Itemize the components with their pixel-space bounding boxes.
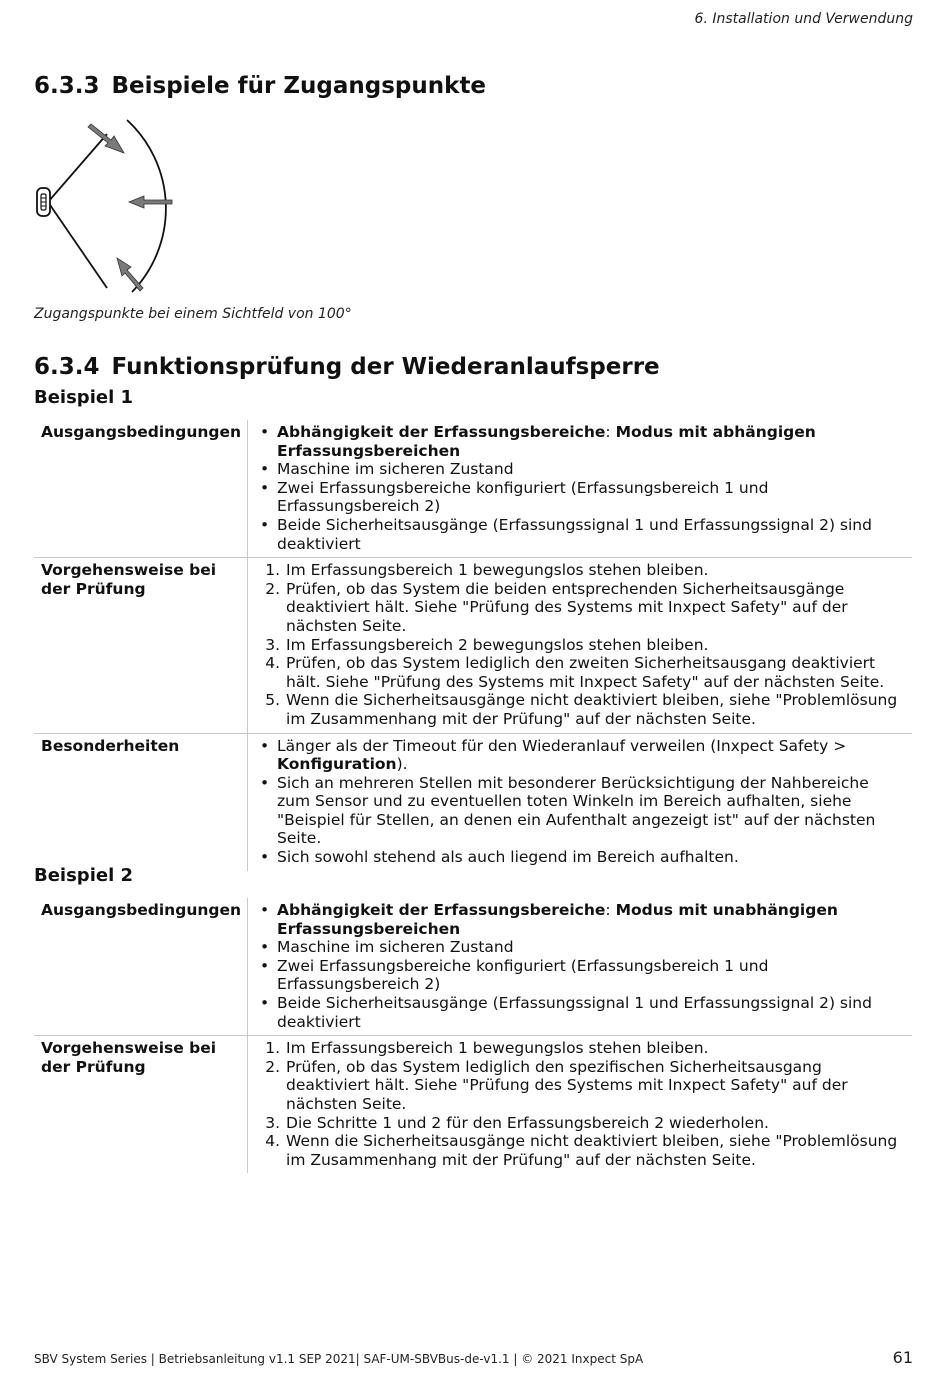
- list-item: 2. Prüfen, ob das System die beiden entsprechenden Sicherheitsausgänge deaktiviert hält. Siehe "Prüfung des Systems mit Inxpect Safety" auf der nächsten Seite.: [265, 579, 848, 635]
- sensor-icon: [37, 188, 50, 216]
- section-heading-6-3-4: [34, 354, 660, 380]
- list-item: • Sich sowohl stehend als auch liegend im Bereich aufhalten.: [258, 848, 906, 867]
- row-content: [248, 1036, 912, 1174]
- example-2-title: Beispiel 2: [34, 865, 134, 886]
- row-label: Ausgangsbedingungen: [41, 423, 242, 441]
- row-content: [248, 733, 912, 871]
- list-item: 1. Im Erfassungsbereich 1 bewegungslos stehen bleiben.: [265, 561, 709, 580]
- list-item: • Abhängigkeit der Erfassungsbereiche: Modus mit unabhängigen Erfassungsbereichen: [258, 901, 906, 938]
- list-item: 3. Die Schritte 1 und 2 für den Erfassungsbereich 2 wiederholen.: [265, 1113, 769, 1132]
- page-number: 61: [892, 1348, 913, 1367]
- section-number: 6.3.3: [34, 73, 100, 99]
- row-label: Vorgehensweise bei der Prüfung: [34, 1036, 248, 1174]
- section-number: 6.3.4: [34, 354, 100, 380]
- example-2-table: [34, 898, 912, 1173]
- list-item: • Beide Sicherheitsausgänge (Erfassungssignal 1 und Erfassungssignal 2) sind deaktiviert: [258, 516, 906, 553]
- row-label: Ausgangsbedingungen: [41, 901, 242, 919]
- row-label: Vorgehensweise bei der Prüfung: [34, 558, 248, 733]
- conditions-list: [258, 423, 906, 553]
- list-item: 2. Prüfen, ob das System lediglich den spezifischen Sicherheitsausgang deaktiviert hält. Siehe "Prüfung des Systems mit Inxpect Safety" auf der nächsten Seite.: [265, 1057, 848, 1113]
- table-row: [34, 1036, 912, 1174]
- notes-list: [258, 737, 906, 867]
- running-head: 6. Installation und Verwendung: [694, 11, 913, 27]
- section-title: Beispiele für Zugangspunkte: [111, 73, 487, 99]
- list-item: 1. Im Erfassungsbereich 1 bewegungslos stehen bleiben.: [265, 1039, 709, 1058]
- access-points-diagram: [30, 110, 180, 305]
- row-content: [248, 898, 912, 1036]
- conditions-list: [258, 901, 906, 1031]
- list-item: • Zwei Erfassungsbereiche konfiguriert (Erfassungsbereich 1 und Erfassungsbereich 2): [258, 479, 906, 516]
- list-item: • Maschine im sicheren Zustand: [258, 938, 906, 957]
- list-item: 3. Im Erfassungsbereich 2 bewegungslos stehen bleiben.: [265, 635, 709, 654]
- example-1-title: Beispiel 1: [34, 387, 134, 408]
- arrow-bottom-icon: [117, 258, 143, 291]
- table-row: [34, 420, 912, 558]
- list-item: 5. Wenn die Sicherheitsausgänge nicht deaktiviert bleiben, siehe "Problemlösung im Zusammenhang mit der Prüfung" auf der nächsten Seite.: [265, 691, 898, 728]
- list-item: • Länger als der Timeout für den Wiederanlauf verweilen (Inxpect Safety > Konfiguration).: [258, 737, 906, 774]
- page-footer: SBV System Series | Betriebsanleitung v1.1 SEP 2021| SAF-UM-SBVBus-de-v1.1 | © 2021 Inxpect SpA: [34, 1352, 644, 1366]
- figure-caption: Zugangspunkte bei einem Sichtfeld von 100°: [34, 306, 352, 322]
- list-item: • Zwei Erfassungsbereiche konfiguriert (Erfassungsbereich 1 und Erfassungsbereich 2): [258, 957, 906, 994]
- table-row: [34, 558, 912, 733]
- procedure-steps: [258, 1039, 906, 1169]
- list-item: 4. Wenn die Sicherheitsausgänge nicht deaktiviert bleiben, siehe "Problemlösung im Zusammenhang mit der Prüfung" auf der nächsten Seite.: [265, 1132, 898, 1169]
- row-label: Besonderheiten: [34, 733, 248, 871]
- section-title: Funktionsprüfung der Wiederanlaufsperre: [111, 354, 660, 380]
- list-item: 4. Prüfen, ob das System lediglich den zweiten Sicherheitsausgang deaktiviert hält. Siehe "Prüfung des Systems mit Inxpect Safety" auf der nächsten Seite.: [265, 654, 885, 691]
- list-item: • Maschine im sicheren Zustand: [258, 460, 906, 479]
- list-item: • Beide Sicherheitsausgänge (Erfassungssignal 1 und Erfassungssignal 2) sind deaktiviert: [258, 994, 906, 1031]
- list-item: • Sich an mehreren Stellen mit besonderer Berücksichtigung der Nahbereiche zum Sensor und zu eventuellen toten Winkeln im Bereich aufhalten, siehe "Beispiel für Stellen, an denen ein Aufenthalt angezeigt ist" auf der nächsten Seite.: [258, 774, 906, 848]
- section-heading-6-3-3: [34, 73, 486, 99]
- procedure-steps: [258, 561, 906, 728]
- row-content: [248, 558, 912, 733]
- table-row: [34, 898, 912, 1036]
- example-1-table: [34, 420, 912, 871]
- table-row: [34, 733, 912, 871]
- row-content: [248, 420, 912, 558]
- list-item: • Abhängigkeit der Erfassungsbereiche: Modus mit abhängigen Erfassungsbereichen: [258, 423, 906, 460]
